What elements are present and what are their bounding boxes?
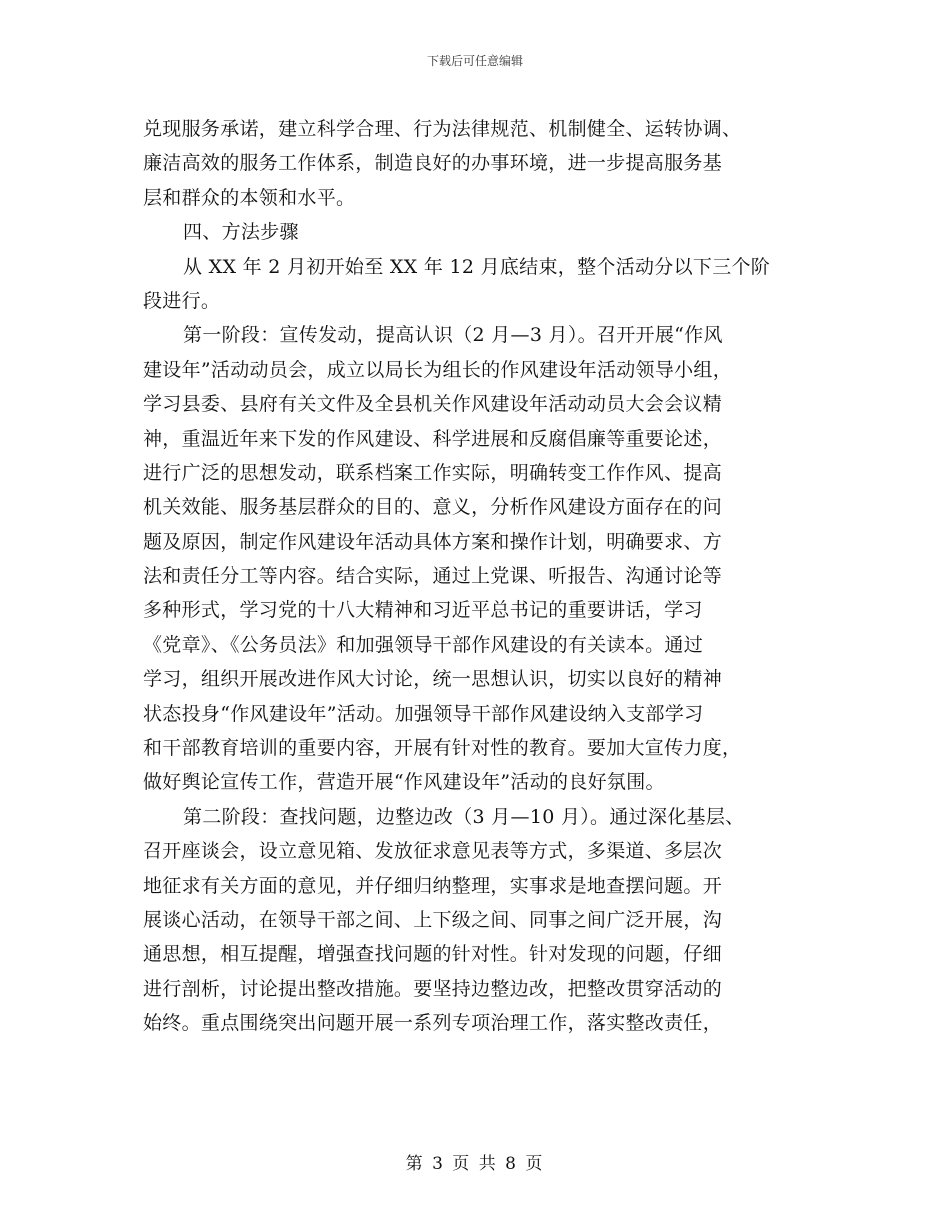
body-line: 和干部教育培训的重要内容，开展有针对性的教育。要加大宣传力度， — [143, 737, 742, 760]
body-line: 地征求有关方面的意见，并仔细归纳整理，实事求是地查摆问题。开 — [143, 874, 723, 897]
body-line: 机关效能、服务基层群众的目的、意义，分析作风建设方面存在的问 — [143, 496, 723, 519]
body-line: 进行广泛的思想发动，联系档案工作实际，明确转变工作作风、提高 — [143, 461, 723, 484]
body-line: 第一阶段：宣传发动，提高认识（2 月—3 月）。召开开展“作风 — [183, 324, 723, 347]
page-header: 下载后可任意编辑 — [426, 54, 523, 68]
body-line: 建设年”活动动员会，成立以局长为组长的作风建设年活动领导小组， — [143, 358, 733, 381]
document-body — [143, 112, 813, 1041]
body-line: 学习县委、县府有关文件及全县机关作风建设年活动动员大会会议精 — [143, 393, 723, 416]
body-line: 进行剖析，讨论提出整改措施。要坚持边整边改，把整改贯穿活动的 — [143, 977, 723, 1000]
body-line: 做好舆论宣传工作，营造开展“作风建设年”活动的良好氛围。 — [143, 771, 665, 794]
body-line: 段进行。 — [143, 289, 221, 312]
body-line: 学习，组织开展改进作风大讨论，统一思想认识，切实以良好的精神 — [143, 668, 723, 691]
body-line: 召开座谈会，设立意见箱、发放征求意见表等方式，多渠道、多层次 — [143, 840, 723, 863]
body-line: 层和群众的本领和水平。 — [143, 186, 356, 209]
body-line: 法和责任分工等内容。结合实际，通过上党课、听报告、沟通讨论等 — [143, 565, 723, 588]
body-line: 神，重温近年来下发的作风建设、科学进展和反腐倡廉等重要论述， — [143, 427, 723, 450]
page-footer: 第 3 页 共 8 页 — [405, 1154, 545, 1174]
body-line: 廉洁高效的服务工作体系，制造良好的办事环境，进一步提高服务基 — [143, 152, 723, 175]
body-line: 兑现服务承诺，建立科学合理、行为法律规范、机制健全、运转协调、 — [143, 118, 742, 140]
body-line: 展谈心活动，在领导干部之间、上下级之间、同事之间广泛开展，沟 — [143, 908, 723, 931]
body-line: 《党章》、《公务员法》和加强领导干部作风建设的有关读本。通过 — [143, 633, 704, 656]
body-line: 四、方法步骤 — [183, 221, 299, 244]
body-line: 题及原因，制定作风建设年活动具体方案和操作计划，明确要求、方 — [143, 530, 723, 553]
body-line: 从 XX 年 2 月初开始至 XX 年 12 月底结束，整个活动分以下三个阶 — [183, 255, 771, 278]
body-line: 始终。重点围绕突出问题开展一系列专项治理工作，落实整改责任， — [143, 1012, 723, 1035]
body-line: 第二阶段：查找问题，边整边改（3 月—10 月）。通过深化基层、 — [183, 805, 745, 828]
body-line: 通思想，相互提醒，增强查找问题的针对性。针对发现的问题，仔细 — [143, 943, 723, 966]
body-line: 多种形式，学习党的十八大精神和习近平总书记的重要讲话，学习 — [143, 599, 703, 622]
body-line: 状态投身“作风建设年”活动。加强领导干部作风建设纳入支部学习 — [143, 702, 704, 725]
